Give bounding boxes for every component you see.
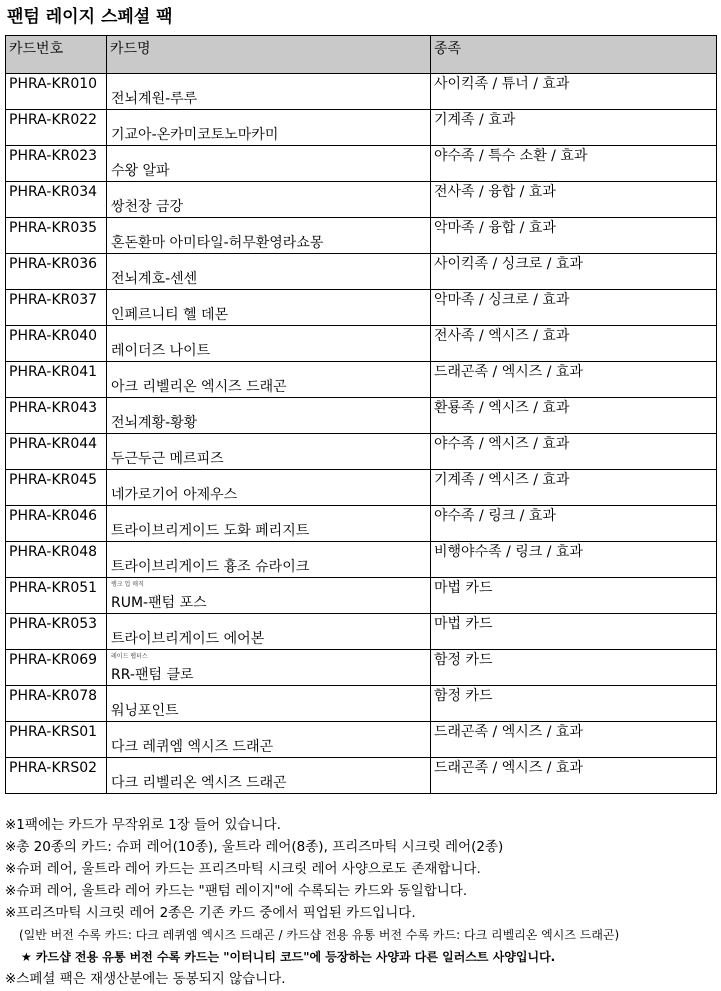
card-name: 트라이브리게이드 도화 페리지트: [111, 523, 310, 539]
table-row: [6, 686, 717, 722]
table-row: [6, 290, 717, 326]
card-type: 환룡족 / 엑시즈 / 효과: [431, 398, 717, 434]
table-row: [6, 506, 717, 542]
card-name: 다크 레퀴엠 엑시즈 드래곤: [111, 739, 274, 755]
card-type: 전사족 / 융합 / 효과: [431, 182, 717, 218]
card-name-cell: [107, 686, 431, 722]
table-row: [6, 578, 717, 614]
card-number: PHRA-KRS02: [6, 758, 107, 794]
card-number: PHRA-KR035: [6, 218, 107, 254]
note-6: (일반 버전 수록 카드: 다크 레퀴엠 엑시즈 드래곤 / 카드샵 전용 유통 버전 수록 카드: 다크 리벨리온 엑시즈 드래곤): [19, 928, 620, 942]
card-name-cell: [107, 650, 431, 686]
card-name-cell: [107, 218, 431, 254]
card-name-cell: [107, 74, 431, 110]
card-name: 네가로기어 아제우스: [111, 487, 238, 503]
card-number: PHRA-KR010: [6, 74, 107, 110]
note-2: ※총 20종의 카드: 슈퍼 레어(10종), 울트라 레어(8종), 프리즈마틱 시크릿 레어(2종): [5, 839, 504, 855]
table-row: [6, 650, 717, 686]
card-name-cell: [107, 398, 431, 434]
card-number: PHRA-KR069: [6, 650, 107, 686]
card-type: 악마족 / 싱크로 / 효과: [431, 290, 717, 326]
table-row: [6, 398, 717, 434]
card-number: PHRA-KR034: [6, 182, 107, 218]
card-name: 다크 리벨리온 엑시즈 드래곤: [111, 775, 287, 791]
card-name-cell: [107, 722, 431, 758]
card-name-cell: [107, 434, 431, 470]
card-name-cell: [107, 182, 431, 218]
card-name-cell: [107, 470, 431, 506]
card-type: 함정 카드: [431, 650, 717, 686]
card-type: 드래곤족 / 엑시즈 / 효과: [431, 758, 717, 794]
card-name: 두근두근 메르피즈: [111, 451, 224, 467]
table-row: [6, 362, 717, 398]
table-row: [6, 74, 717, 110]
card-number: PHRA-KR046: [6, 506, 107, 542]
card-number: PHRA-KR037: [6, 290, 107, 326]
card-name-cell: [107, 614, 431, 650]
notes-section: [5, 814, 717, 990]
card-number: PHRA-KR045: [6, 470, 107, 506]
card-name-cell: [107, 326, 431, 362]
note-8: ※스페셜 팩은 재생산분에는 동봉되지 않습니다.: [5, 971, 286, 987]
table-row: [6, 758, 717, 794]
card-name-cell: [107, 290, 431, 326]
card-name: RR-팬텀 클로: [111, 667, 194, 683]
card-number: PHRA-KR040: [6, 326, 107, 362]
card-name-ruby: 랭크 업 매직: [111, 581, 144, 588]
card-number: PHRA-KR041: [6, 362, 107, 398]
table-row: [6, 146, 717, 182]
card-type: 야수족 / 엑시즈 / 효과: [431, 434, 717, 470]
card-type: 전사족 / 엑시즈 / 효과: [431, 326, 717, 362]
table-header-row: [6, 36, 717, 74]
card-name: 트라이브리게이드 흉조 슈라이크: [111, 559, 310, 575]
table-row: [6, 326, 717, 362]
card-type: 마법 카드: [431, 614, 717, 650]
table-row: [6, 218, 717, 254]
table-row: [6, 110, 717, 146]
card-number: PHRA-KR048: [6, 542, 107, 578]
header-card-type: 종족: [431, 36, 717, 74]
card-type: 함정 카드: [431, 686, 717, 722]
header-card-number: 카드번호: [6, 36, 107, 74]
note-3: ※슈퍼 레어, 울트라 레어 카드는 프리즈마틱 시크릿 레어 사양으로도 존재합니다.: [5, 861, 481, 877]
card-name: RUM-팬텀 포스: [111, 595, 207, 611]
table-row: [6, 614, 717, 650]
card-type: 사이킥족 / 튜너 / 효과: [431, 74, 717, 110]
card-name: 기교아-온카미코토노마카미: [111, 127, 279, 143]
card-number: PHRA-KR023: [6, 146, 107, 182]
card-name-cell: [107, 542, 431, 578]
card-type: 악마족 / 융합 / 효과: [431, 218, 717, 254]
card-name-cell: [107, 110, 431, 146]
card-number: PHRA-KR022: [6, 110, 107, 146]
card-name-cell: [107, 254, 431, 290]
note-5: ※프리즈마틱 시크릿 레어 2종은 기존 카드 중에서 픽업된 카드입니다.: [5, 905, 416, 921]
card-name: 레이더즈 나이트: [111, 343, 211, 359]
note-1: ※1팩에는 카드가 무작위로 1장 들어 있습니다.: [5, 817, 281, 833]
note-7: ★ 카드샵 전용 유통 버전 수록 카드는 "이터니티 코드"에 등장하는 사양과 다른 일러스트 사양입니다.: [21, 950, 556, 964]
card-name: 인페르니티 헬 데몬: [111, 307, 229, 323]
table-row: [6, 542, 717, 578]
card-number: PHRA-KR078: [6, 686, 107, 722]
table-row: [6, 434, 717, 470]
card-number: PHRA-KR036: [6, 254, 107, 290]
card-name: 혼돈환마 아미타일-허무환영라쇼몽: [111, 235, 324, 251]
card-type: 기계족 / 엑시즈 / 효과: [431, 470, 717, 506]
card-type: 야수족 / 링크 / 효과: [431, 506, 717, 542]
card-name: 전뇌계황-황황: [111, 415, 198, 431]
card-name: 쌍천장 금강: [111, 199, 184, 215]
card-list-table: [5, 35, 717, 794]
page-title: 팬텀 레이지 스페셜 팩: [7, 7, 173, 27]
card-number: PHRA-KR044: [6, 434, 107, 470]
card-type: 사이킥족 / 싱크로 / 효과: [431, 254, 717, 290]
table-row: [6, 254, 717, 290]
card-number: PHRA-KR051: [6, 578, 107, 614]
card-name-cell: [107, 506, 431, 542]
card-name-cell: [107, 758, 431, 794]
card-name: 전뇌계원-루루: [111, 91, 198, 107]
card-type: 드래곤족 / 엑시즈 / 효과: [431, 722, 717, 758]
card-type: 비행야수족 / 링크 / 효과: [431, 542, 717, 578]
card-type: 마법 카드: [431, 578, 717, 614]
card-number: PHRA-KRS01: [6, 722, 107, 758]
table-row: [6, 182, 717, 218]
card-type: 야수족 / 특수 소환 / 효과: [431, 146, 717, 182]
card-name-ruby: 레이드 랩터스: [111, 653, 148, 660]
card-name: 수왕 알파: [111, 163, 170, 179]
card-number: PHRA-KR043: [6, 398, 107, 434]
card-name-cell: [107, 146, 431, 182]
note-4: ※슈퍼 레어, 울트라 레어 카드는 "팬텀 레이지"에 수록되는 카드와 동일합니다.: [5, 883, 468, 899]
table-row: [6, 722, 717, 758]
card-type: 기계족 / 효과: [431, 110, 717, 146]
table-row: [6, 470, 717, 506]
card-number: PHRA-KR053: [6, 614, 107, 650]
card-name: 워닝포인트: [111, 703, 179, 719]
card-name-cell: [107, 578, 431, 614]
card-name: 전뇌계호-센센: [111, 271, 198, 287]
card-name-cell: [107, 362, 431, 398]
header-card-name: 카드명: [107, 36, 431, 74]
card-name: 트라이브리게이드 에어본: [111, 631, 265, 647]
card-type: 드래곤족 / 엑시즈 / 효과: [431, 362, 717, 398]
card-name: 아크 리벨리온 엑시즈 드래곤: [111, 379, 287, 395]
